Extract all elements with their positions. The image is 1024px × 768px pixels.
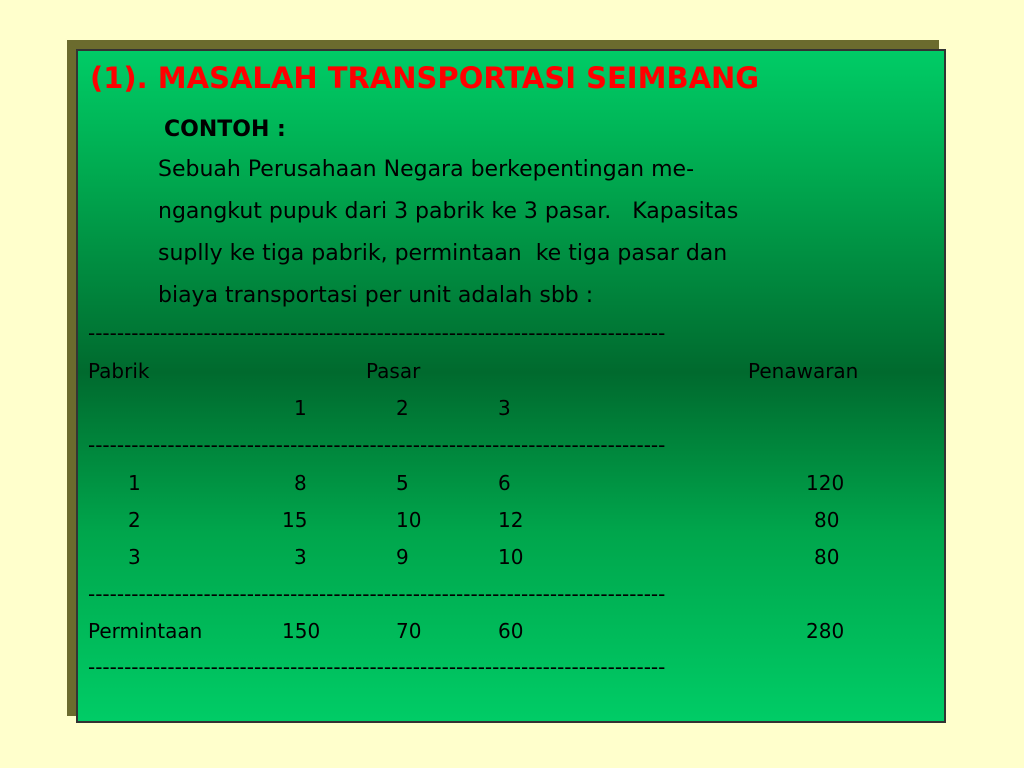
demand-cell: 60 bbox=[498, 619, 524, 643]
supply-cell: 80 bbox=[814, 508, 840, 532]
separator-line: -------------------------------------------------------------------------------- bbox=[88, 655, 666, 679]
supply-cell: 120 bbox=[806, 471, 845, 495]
cost-cell: 10 bbox=[396, 508, 422, 532]
demand-cell: 70 bbox=[396, 619, 422, 643]
paragraph-line: ngangkut pupuk dari 3 pabrik ke 3 pasar. Kapasitas bbox=[158, 199, 739, 224]
content-panel bbox=[76, 49, 946, 723]
paragraph-line: suplly ke tiga pabrik, permintaan ke tiga pasar dan bbox=[158, 241, 728, 266]
separator-line: -------------------------------------------------------------------------------- bbox=[88, 321, 666, 345]
market-number: 1 bbox=[294, 396, 307, 420]
header-penawaran: Penawaran bbox=[748, 359, 859, 383]
cost-cell: 8 bbox=[294, 471, 307, 495]
market-number: 3 bbox=[498, 396, 511, 420]
paragraph-line: biaya transportasi per unit adalah sbb : bbox=[158, 283, 594, 308]
header-pabrik: Pabrik bbox=[88, 359, 150, 383]
header-pasar: Pasar bbox=[366, 359, 421, 383]
paragraph-line: Sebuah Perusahaan Negara berkepentingan me- bbox=[158, 157, 695, 182]
row-factory: 2 bbox=[128, 508, 141, 532]
demand-label: Permintaan bbox=[88, 619, 203, 643]
cost-cell: 10 bbox=[498, 545, 524, 569]
market-number: 2 bbox=[396, 396, 409, 420]
cost-cell: 15 bbox=[282, 508, 308, 532]
slide-title: (1). MASALAH TRANSPORTASI SEIMBANG bbox=[90, 61, 760, 95]
demand-cell: 150 bbox=[282, 619, 321, 643]
demand-total: 280 bbox=[806, 619, 845, 643]
cost-cell: 9 bbox=[396, 545, 409, 569]
separator-line: -------------------------------------------------------------------------------- bbox=[88, 582, 666, 606]
row-factory: 3 bbox=[128, 545, 141, 569]
example-heading: CONTOH : bbox=[164, 117, 286, 142]
cost-cell: 6 bbox=[498, 471, 511, 495]
supply-cell: 80 bbox=[814, 545, 840, 569]
cost-cell: 3 bbox=[294, 545, 307, 569]
cost-cell: 12 bbox=[498, 508, 524, 532]
separator-line: -------------------------------------------------------------------------------- bbox=[88, 433, 666, 457]
row-factory: 1 bbox=[128, 471, 141, 495]
cost-cell: 5 bbox=[396, 471, 409, 495]
